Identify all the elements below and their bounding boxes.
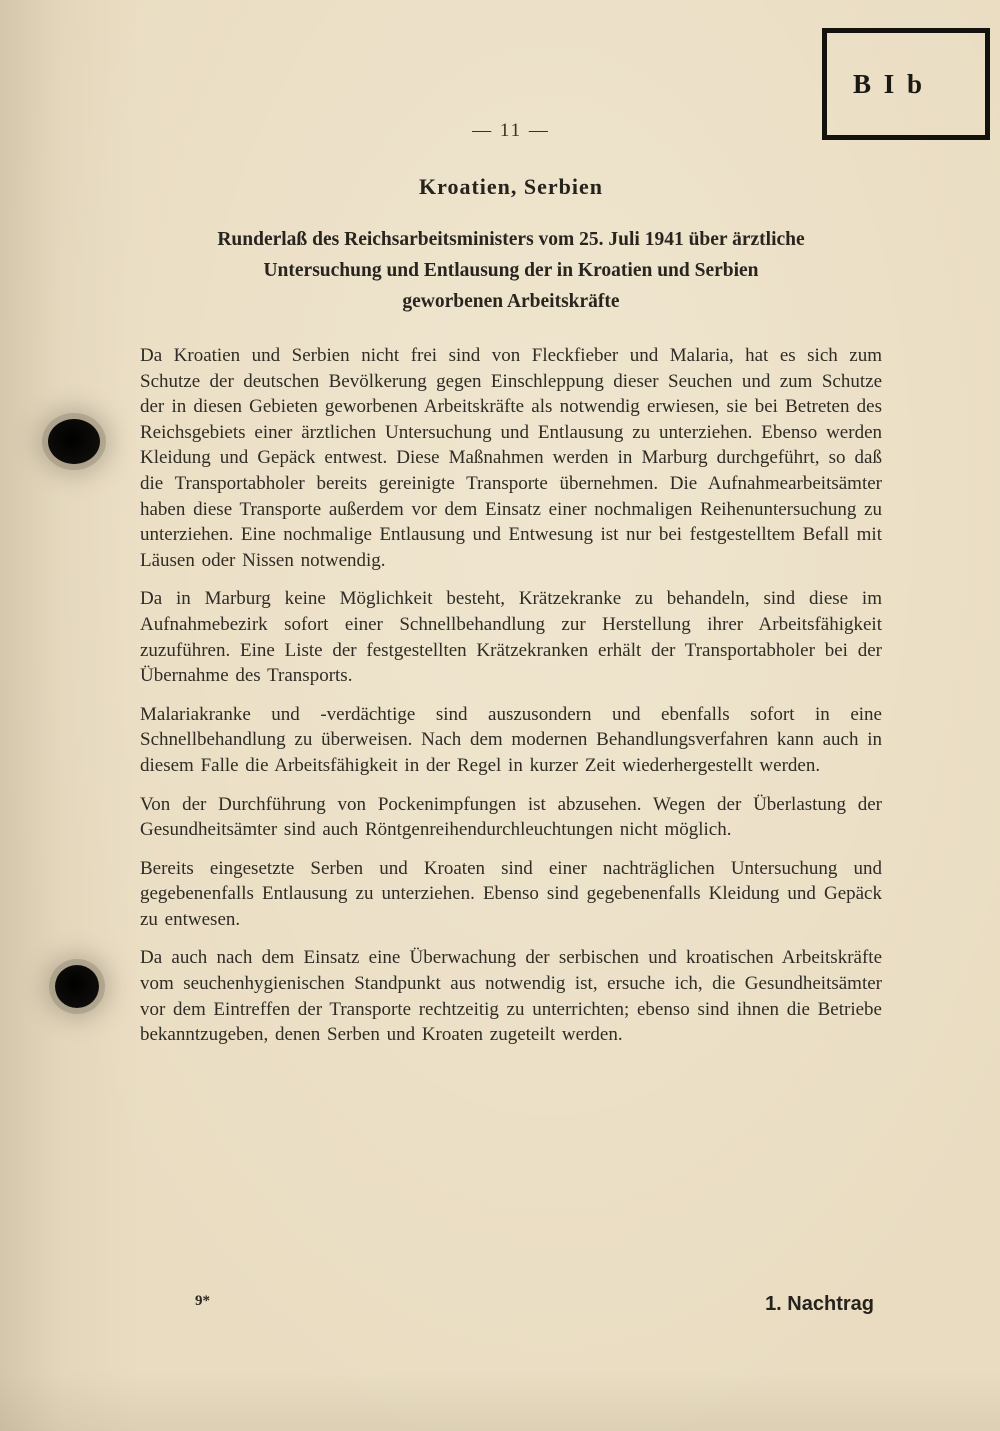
page-number: — 11 —	[472, 120, 550, 141]
document-subtitle	[140, 224, 882, 317]
document-title: Kroatien, Serbien	[418, 174, 604, 199]
classification-label: B I b	[853, 68, 926, 99]
paragraph: Malariakranke und -verdächtige sind auszusondern und ebenfalls sofort in eine Schnellbehandlung zu überweisen. Nach dem modernen Behandlungsverfahren kann auch in diesem Falle die Arbeitsfähigkeit in der Regel in kurzer Zeit wiederhergestellt werden.	[140, 703, 882, 776]
supplement-label: 1. Nachtrag	[765, 1293, 874, 1315]
paragraph: Da in Marburg keine Möglichkeit besteht, Krätzekranke zu behandeln, sind diese im Aufnahmebezirk sofort einer Schnellbehandlung zur Herstellung ihrer Arbeitsfähigkeit zuzuführen. Eine Liste der festgestellten Krätzekranken erhält der Transportabholer bei der Übernahme des Transports.	[140, 588, 882, 687]
document-body	[140, 343, 882, 1048]
hole-punch-top	[48, 419, 100, 464]
subtitle-line: geworbenen Arbeitskräfte	[402, 291, 620, 312]
document-content	[140, 0, 882, 1061]
signature-mark: 9*	[195, 1293, 210, 1309]
paragraph: Bereits eingesetzte Serben und Kroaten sind einer nachträglichen Untersuchung und gegebenenfalls Entlausung zu unterziehen. Ebenso sind gegebenenfalls Kleidung und Gepäck zu entwesen.	[140, 857, 882, 930]
paragraph: Da auch nach dem Einsatz eine Überwachung der serbischen und kroatischen Arbeitskräfte vom seuchenhygienischen Standpunkt aus notwendig ist, ersuche ich, die Gesundheitsämter vor dem Eintreffen der Transporte rechtzeitig zu unterrichten; ebenso sind ihnen die Betriebe bekanntzugeben, denen Serben und Kroaten zugeteilt werden.	[140, 947, 882, 1046]
paragraph: Von der Durchführung von Pockenimpfungen ist abzusehen. Wegen der Überlastung der Gesundheitsämter sind auch Röntgenreihendurchleuchtungen nicht möglich.	[140, 793, 882, 841]
hole-punch-bottom	[55, 965, 99, 1008]
subtitle-line: Runderlaß des Reichsarbeitsministers vom 25. Juli 1941 über ärztliche	[217, 229, 805, 250]
subtitle-line: Untersuchung und Entlausung der in Kroatien und Serbien	[263, 260, 759, 281]
paragraph: Da Kroatien und Serbien nicht frei sind von Fleckfieber und Malaria, hat es sich zum Schutze der deutschen Bevölkerung gegen Einschleppung dieser Seuchen und zum Schutze der in diesen Gebieten geworbenen Arbeitskräfte als notwendig erwiesen, sie bei Betreten des Reichsgebiets einer ärztlichen Untersuchung und Entlausung zu unterziehen. Ebenso werden Kleidung und Gepäck entwest. Diese Maßnahmen werden in Marburg durchgeführt, so daß die Transportabholer bereits gereinigte Transporte übernehmen. Die Aufnahmearbeitsämter haben diese Transporte außerdem vor dem Einsatz einer nochmaligen Reihenuntersuchung zu unterziehen. Eine nochmalige Entlausung und Entwesung ist nur bei festgestelltem Befall mit Läusen oder Nissen notwendig.	[140, 345, 882, 571]
